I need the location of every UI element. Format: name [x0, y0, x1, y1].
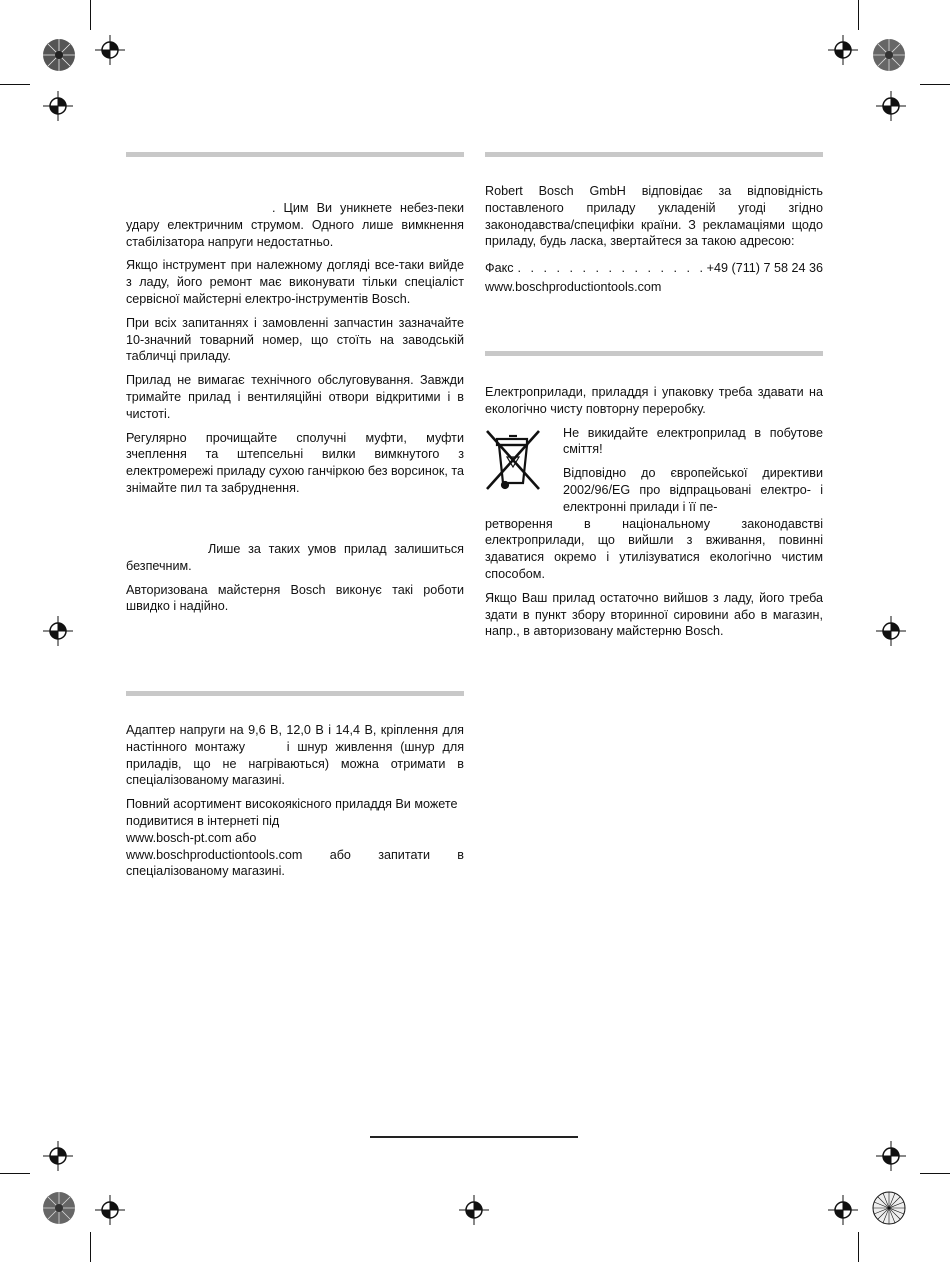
registration-mark-icon	[43, 616, 73, 646]
fax-leader-dots	[518, 260, 703, 277]
paragraph-assortment	[126, 796, 464, 880]
color-target-icon	[872, 38, 906, 72]
paragraph-warranty: Robert Bosch GmbH відповідає за відповідність поставленого приладу укладеній угоді згідно законодавства/специфіки країни. З рекламаціями щодо приладу, будь ласка, звертайтеся за такою адресою:	[485, 184, 823, 249]
right-column-disposal	[485, 384, 823, 647]
paragraph-repair: Якщо інструмент при належному догляді все-таки вийде з ладу, його ремонт має виконувати тільки спеціаліст сервісної майстерні електро-інструментів Bosch.	[126, 258, 464, 306]
right-column-warranty	[485, 183, 823, 303]
weee-block	[485, 425, 823, 583]
crop-mark	[920, 1173, 950, 1174]
paragraph-spare-parts: При всіх запитаннях і замовленні запчастин зазначайте 10-значний товарний номер, що стоїть на заводській табличці приладу.	[126, 315, 464, 364]
footer-line	[370, 1136, 578, 1138]
crop-mark	[90, 0, 91, 30]
color-target-icon	[872, 1191, 906, 1225]
registration-mark-icon	[876, 1141, 906, 1171]
registration-mark-icon	[828, 35, 858, 65]
registration-mark-icon	[95, 35, 125, 65]
crop-mark	[858, 0, 859, 30]
crossed-out-wheelie-bin-icon	[485, 427, 541, 493]
paragraph-do-not-dispose: Не викидайте електроприлад в побутове сміття!	[563, 425, 823, 457]
fax-line	[485, 260, 823, 277]
crop-mark	[920, 84, 950, 85]
paragraph-authorized-service: Авторизована майстерня Bosch виконує такі роботи швидко і надійно.	[126, 582, 464, 614]
left-column-middle	[126, 541, 464, 622]
color-target-icon	[42, 1191, 76, 1225]
section-rule-disposal	[485, 351, 823, 356]
crop-mark	[90, 1232, 91, 1262]
section-rule-warranty	[485, 152, 823, 157]
paragraph-no-maintenance: Прилад не вимагає технічного обслуговування. Завжди тримайте прилад і вентиляційні отвори відкритими і в чистоті.	[126, 373, 464, 421]
fax-label: Факс	[485, 261, 514, 276]
paragraph-collection-point: Якщо Ваш прилад остаточно вийшов з ладу, його треба здати в пункт збору вторинної сировини або в магазин, напр., в авторизовану майстерню Bosch.	[485, 590, 823, 639]
left-column-upper	[126, 200, 464, 504]
adapter-text-a: Адаптер напруги на 9,6 В, 12,0 В і 14,4 В, кріплення для настінного монтажу	[126, 723, 464, 754]
registration-mark-icon	[43, 91, 73, 121]
crop-mark	[0, 84, 30, 85]
paragraph-recycling: Електроприлади, приладдя і упаковку треба здавати на екологічно чисту повторну переробку.	[485, 385, 823, 416]
paragraph-directive-b: ретворення в національному законодавстві електроприлади, що вийшли з вживання, повинні здаватися окремо і утилізуватися екологічно чистим способом.	[485, 516, 823, 581]
paragraph-directive-a: Відповідно до європейської директиви 2002/96/EG про відпрацьовані електро- і електронні прилади і її пе-	[563, 466, 823, 514]
fax-number: +49 (711) 7 58 24 36	[706, 261, 823, 276]
section-rule-maintenance	[126, 152, 464, 157]
color-target-icon	[42, 38, 76, 72]
registration-mark-icon	[459, 1195, 489, 1225]
crop-mark	[858, 1232, 859, 1262]
warranty-url: www.boschproductiontools.com	[485, 279, 662, 294]
assortment-url-1: www.bosch-pt.com або	[126, 830, 257, 845]
paragraph-unplug: . Цим Ви уникнете небез-пеки удару електричним струмом. Одного лише вимкнення стабілізатора напруги недостатньо.	[126, 201, 464, 249]
assortment-url-2: www.boschproductiontools.com або запитати в спеціалізованому магазині.	[126, 847, 464, 879]
adapter-text-b: і шнур живлення (шнур для приладів, що не нагріваються) можна отримати в спеціалізованому магазині.	[126, 739, 465, 788]
registration-mark-icon	[95, 1195, 125, 1225]
registration-mark-icon	[828, 1195, 858, 1225]
section-rule-accessories	[126, 691, 464, 696]
left-column-accessories	[126, 722, 464, 887]
registration-mark-icon	[876, 616, 906, 646]
paragraph-adapter	[126, 722, 464, 789]
registration-mark-icon	[876, 91, 906, 121]
paragraph-safety: Лише за таких умов прилад залишиться безпечним.	[126, 542, 464, 573]
registration-mark-icon	[43, 1141, 73, 1171]
paragraph-cleaning: Регулярно прочищайте сполучні муфти, муфти зчеплення та штепсельні вилки вимкнутого з електромережі приладу сухою ганчіркою без ворсинок, та знімайте пил та забруднення.	[126, 430, 464, 495]
crop-mark	[0, 1173, 30, 1174]
assortment-text: Повний асортимент високоякісного приладдя Ви можете подивитися в інтернеті під	[126, 797, 458, 828]
